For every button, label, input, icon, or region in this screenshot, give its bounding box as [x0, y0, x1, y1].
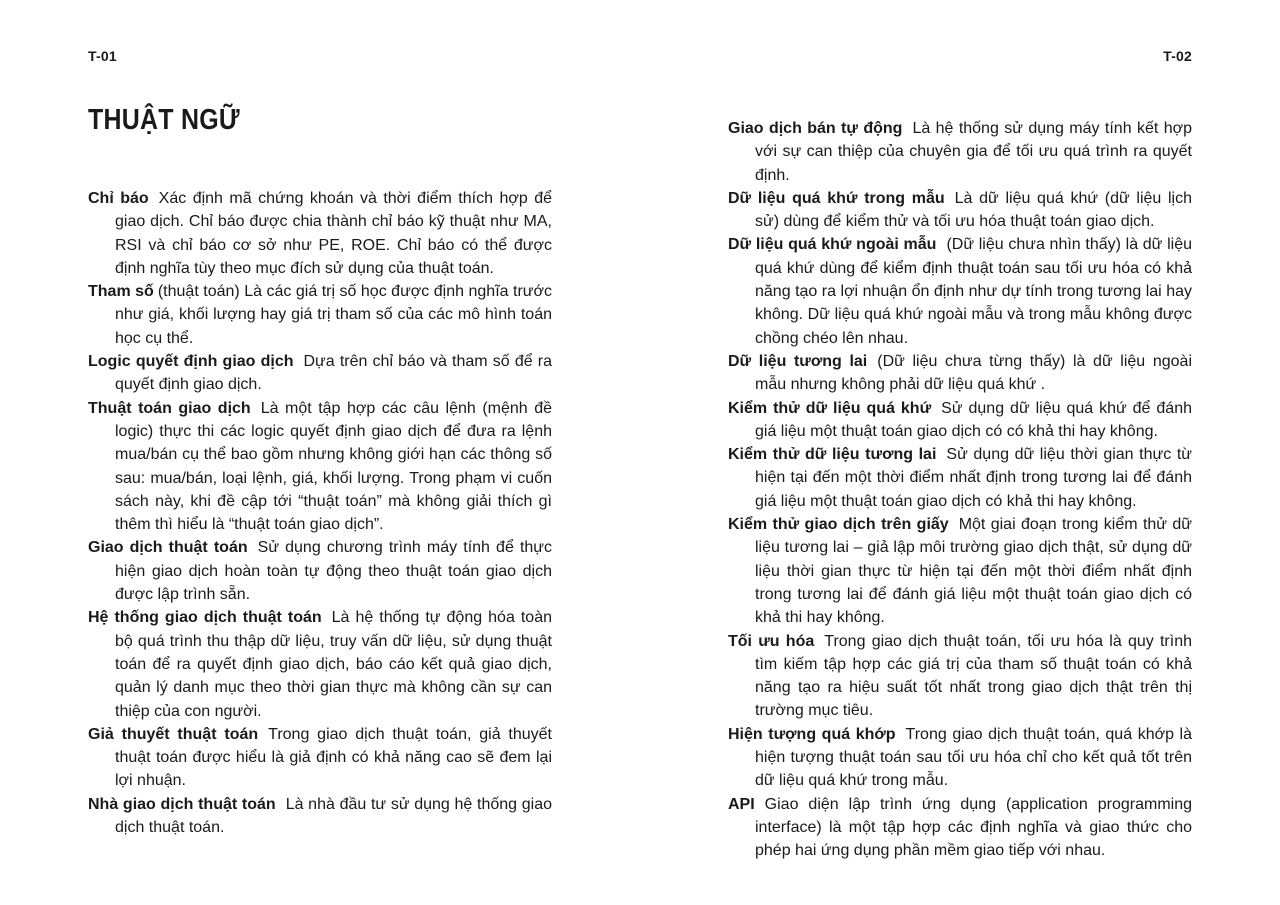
term-definition: Trong giao dịch thuật toán, giả thuyết thuật toán được hiểu là giả định có khả năng cao sẽ đem lại lợi nhuận.	[115, 725, 552, 790]
glossary-entry	[728, 793, 1192, 863]
term-definition: Sử dụng dữ liệu quá khứ để đánh giá liệu một thuật toán giao dịch có có khả thi hay không.	[755, 399, 1192, 440]
page-number: T-02	[1163, 48, 1192, 64]
glossary-entry	[88, 280, 552, 350]
glossary-entry	[88, 187, 552, 280]
term-name: Chỉ báo	[88, 190, 149, 207]
term-definition: Sử dụng dữ liệu thời gian thực từ hiện tại đến một thời điểm nhất định trong tương lai để đánh giá liệu một thuật toán giao dịch có khả thi hay không.	[755, 446, 1192, 510]
term-definition: Là hệ thống tự động hóa toàn bộ quá trình thu thập dữ liệu, truy vấn dữ liệu, sử dụng thuật toán để ra quyết định giao dịch, báo cáo kết quả giao dịch, quản lý danh mục theo thời gian thực mà không cần sự can thiệp của con người.	[115, 609, 553, 720]
glossary-list	[88, 187, 552, 839]
term-definition: (thuật toán) Là các giá trị số học được định nghĩa trước như giá, khối lượng hay giá trị tham số của các mô hình toán học cụ thể.	[115, 283, 553, 347]
glossary-entry	[88, 723, 552, 793]
right-page	[728, 0, 1192, 905]
term-definition: (Dữ liệu chưa từng thấy) là dữ liệu ngoài mẫu nhưng không phải dữ liệu quá khứ .	[755, 352, 1192, 394]
term-definition: Xác định mã chứng khoán và thời điểm thích hợp để giao dịch. Chỉ báo được chia thành chỉ báo kỹ thuật như MA, RSI và chỉ báo cơ sở như PE, ROE. Chỉ báo có thể được định nghĩa tùy theo mục đích sử dụng của thuật toán.	[115, 190, 552, 277]
term-definition: Là dữ liệu quá khứ (dữ liệu lịch sử) dùng để kiểm thử và tối ưu hóa thuật toán giao dịch.	[755, 189, 1192, 231]
term-name: Kiểm thử dữ liệu quá khứ	[728, 399, 932, 417]
term-definition: Giao diện lập trình ứng dụng (application programming interface) là một tập hợp các định nghĩa và giao thức cho phép hai ứng dụng phần mềm giao tiếp với nhau.	[755, 795, 1192, 860]
term-definition: (Dữ liệu chưa nhìn thấy) là dữ liệu quá khứ dùng để kiểm định thuật toán sau tối ưu hóa có khả năng tạo ra lợi nhuận ổn định như dự tính trong tương lai hay không. Dữ liệu quá khứ ngoài mẫu và trong mẫu không được chồng chéo lên nhau.	[755, 236, 1192, 347]
glossary-entry	[728, 187, 1192, 234]
term-definition: Là nhà đầu tư sử dụng hệ thống giao dịch thuật toán.	[115, 795, 553, 837]
page-number: T-01	[88, 48, 117, 64]
glossary-entry	[88, 536, 552, 606]
term-name: Dữ liệu tương lai	[728, 352, 868, 370]
page-title: THUẬT NGỮ	[88, 104, 240, 136]
term-definition: Là một tập hợp các câu lệnh (mệnh đề logic) thực thi các logic quyết định giao dịch để đưa ra lệnh mua/bán cụ thể bao gồm nhưng không giới hạn các thông số sau: mua/bán, loại lệnh, giá, khối lượng. Trong phạm vi cuốn sách này, khi đề cập tới “thuật toán” mà không giải thích gì thêm thì hiểu là “thuật toán giao dịch”.	[115, 399, 553, 534]
glossary-list	[728, 117, 1192, 863]
term-name: Giao dịch bán tự động	[728, 120, 903, 137]
term-name: Hiện tượng quá khớp	[728, 725, 896, 743]
glossary-entry	[88, 397, 552, 537]
glossary-entry	[728, 443, 1192, 513]
term-definition: Trong giao dịch thuật toán, tối ưu hóa là quy trình tìm kiếm tập hợp các giá trị của tham số thuật toán có khả năng tạo ra hiệu suất tốt nhất trong giao dịch thật trên thị trường mục tiêu.	[755, 632, 1193, 720]
glossary-entry	[88, 350, 552, 397]
glossary-entry	[728, 630, 1192, 723]
term-name: Thuật toán giao dịch	[88, 399, 251, 417]
term-name: Kiểm thử giao dịch trên giấy	[728, 516, 949, 534]
term-definition: Trong giao dịch thuật toán, quá khớp là hiện tượng thuật toán sau tối ưu hóa chỉ cho kết quả tốt trên dữ liệu quá khứ trong mẫu.	[755, 725, 1193, 790]
term-definition: Một giai đoạn trong kiểm thử dữ liệu tương lai – giả lập môi trường giao dịch thật, sử dụng dữ liệu thời gian thực từ hiện tại đến một thời điểm nhất định trong tương lai để đánh giá liệu một thuật toán giao dịch có khả thi hay không.	[755, 516, 1192, 627]
glossary-entry	[728, 233, 1192, 349]
glossary-entry	[728, 513, 1192, 629]
left-page	[88, 0, 552, 905]
term-name: Giả thuyết thuật toán	[88, 725, 259, 743]
glossary-entry	[728, 117, 1192, 187]
term-name: Logic quyết định giao dịch	[88, 353, 294, 371]
term-definition: Là hệ thống sử dụng máy tính kết hợp với sự can thiệp của chuyên gia để tối ưu quá trình ra quyết định.	[755, 120, 1193, 184]
term-name: Nhà giao dịch thuật toán	[88, 795, 276, 813]
glossary-entry	[728, 723, 1192, 793]
term-name: Hệ thống giao dịch thuật toán	[88, 609, 322, 627]
term-name: Tham số	[88, 283, 154, 301]
glossary-entry	[88, 606, 552, 722]
term-name: Giao dịch thuật toán	[88, 539, 248, 557]
glossary-entry	[88, 793, 552, 840]
term-name: Dữ liệu quá khứ ngoài mẫu	[728, 236, 937, 254]
term-name: API	[728, 795, 755, 813]
term-name: Kiểm thử dữ liệu tương lai	[728, 446, 937, 464]
glossary-entry	[728, 350, 1192, 397]
term-definition: Dựa trên chỉ báo và tham số để ra quyết định giao dịch.	[115, 353, 552, 394]
term-name: Dữ liệu quá khứ trong mẫu	[728, 189, 945, 207]
term-name: Tối ưu hóa	[728, 632, 815, 650]
glossary-entry	[728, 397, 1192, 444]
term-definition: Sử dụng chương trình máy tính để thực hiện giao dịch hoàn toàn tự động theo thuật toán giao dịch được lập trình sẵn.	[115, 539, 552, 604]
